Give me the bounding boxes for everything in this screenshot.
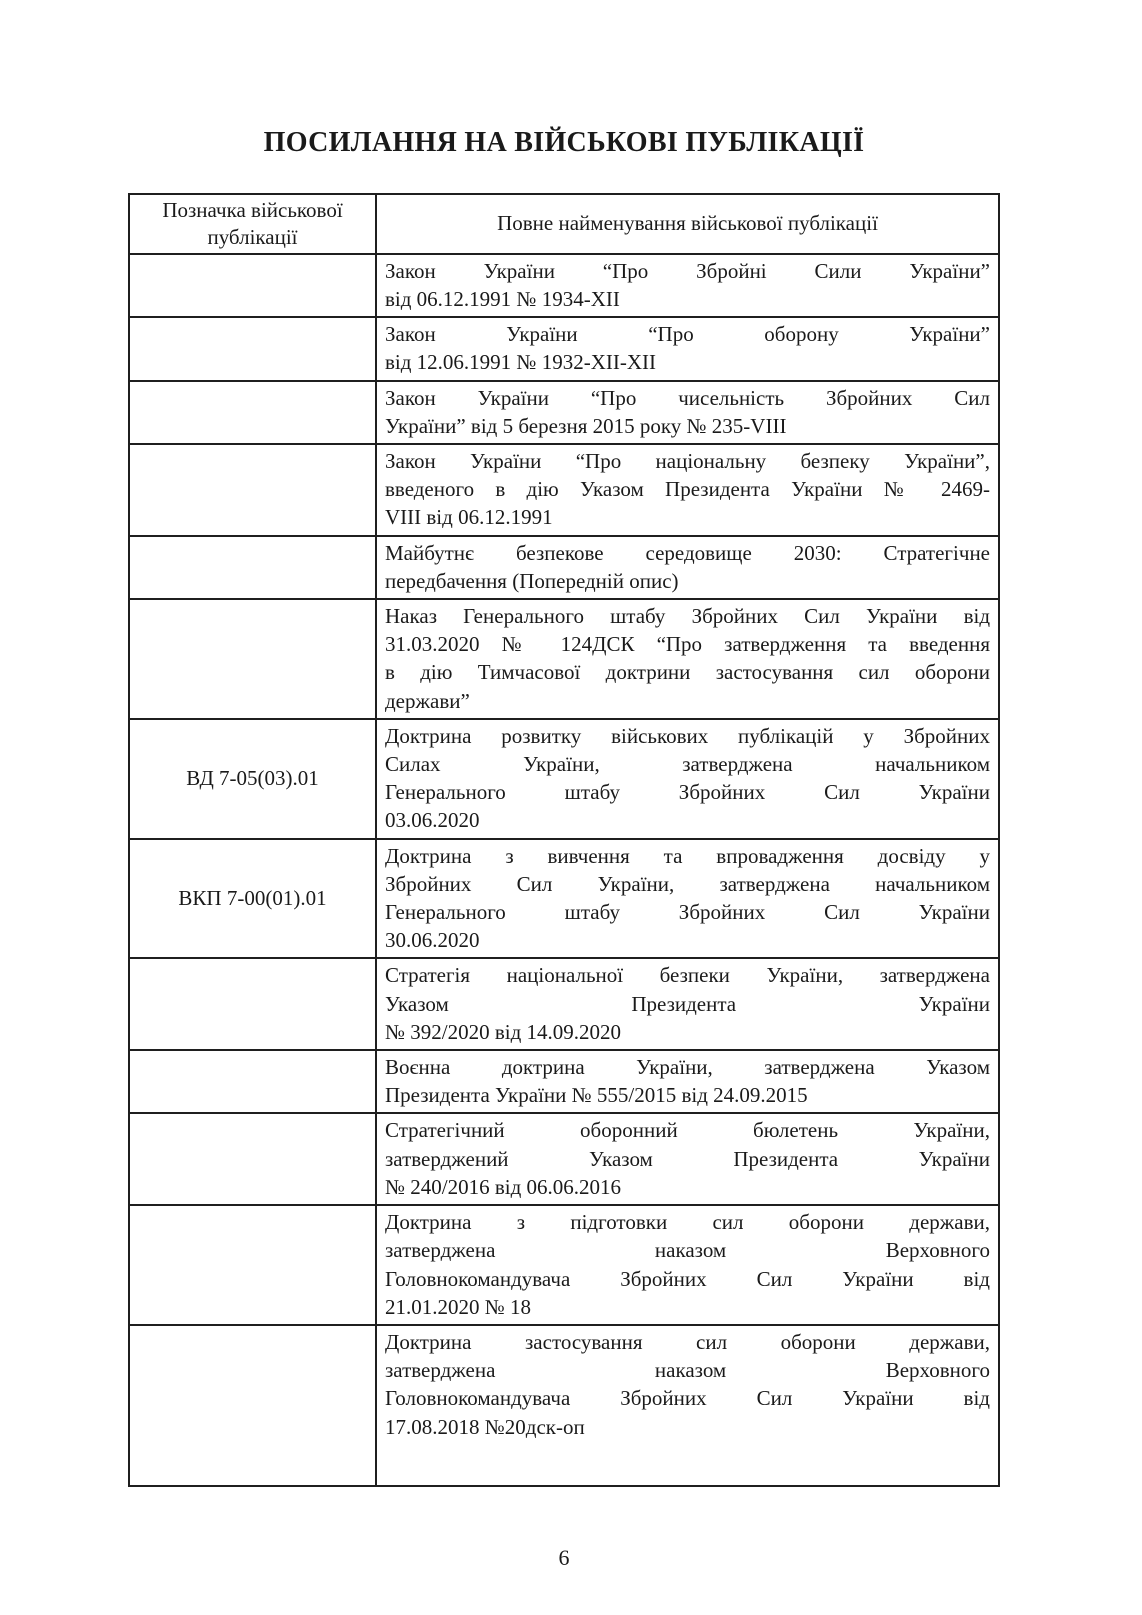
- publication-line: держави”: [385, 688, 470, 713]
- publication-line: Стратегічний оборонний бюлетень України,: [385, 1118, 990, 1143]
- header-row: [129, 194, 999, 254]
- table-row: [129, 1325, 999, 1486]
- designation-cell: ВКП 7-00(01).01: [129, 839, 376, 959]
- page-title: ПОСИЛАННЯ НА ВІЙСЬКОВІ ПУБЛІКАЦІЇ: [263, 127, 865, 158]
- table-row: [129, 1113, 999, 1205]
- publication-line: 03.06.2020: [385, 808, 480, 833]
- publication-line: Закон України “Про оборону України”: [385, 322, 990, 347]
- designation-cell: [129, 536, 376, 599]
- publication-line: 21.01.2020 № 18: [385, 1294, 532, 1319]
- table-row: [129, 1205, 999, 1325]
- publication-line: від 06.12.1991 № 1934-XII: [385, 287, 620, 311]
- publication-line: Майбутнє безпекове середовище 2030: Стратегічне: [385, 540, 990, 565]
- publication-line: передбачення (Попередній опис): [385, 568, 679, 593]
- publication-name-cell: [376, 1205, 999, 1325]
- designation-cell: [129, 317, 376, 380]
- table-row: [129, 599, 999, 719]
- publication-line: Збройних Сил України, затверджена начальником: [385, 871, 990, 896]
- publications-table-header: [129, 194, 999, 254]
- designation-cell: [129, 254, 376, 317]
- publication-line: Стратегія національної безпеки України, затверджена: [385, 963, 990, 988]
- publication-line: затверджена наказом Верховного: [385, 1358, 990, 1383]
- designation-cell: [129, 381, 376, 444]
- publication-line: Доктрина з підготовки сил оборони держави,: [385, 1210, 990, 1235]
- publication-line: № 240/2016 від 06.06.2016: [385, 1174, 622, 1199]
- table-row: [129, 444, 999, 536]
- publication-name-cell: [376, 1050, 999, 1113]
- publication-name-cell: [376, 1113, 999, 1205]
- designation-cell: [129, 1050, 376, 1113]
- publication-line: Закон України “Про Збройні Сили України”: [385, 258, 990, 283]
- publication-name-cell: [376, 839, 999, 959]
- designation-cell: [129, 958, 376, 1050]
- designation-cell: [129, 444, 376, 536]
- publication-line: введеного в дію Указом Президента України № 2469-: [385, 477, 990, 502]
- page-number: 6: [558, 1544, 570, 1570]
- publication-name-cell: [376, 444, 999, 536]
- table-row: [129, 381, 999, 444]
- publication-line: затверджена наказом Верховного: [385, 1238, 990, 1263]
- designation-cell: [129, 1325, 376, 1486]
- designation-cell: ВД 7-05(03).01: [129, 719, 376, 839]
- designation-cell: [129, 1113, 376, 1205]
- publications-table: [128, 193, 1000, 1487]
- publication-name-cell: [376, 719, 999, 839]
- publication-name-cell: [376, 1325, 999, 1486]
- publication-line: Указом Президента України: [385, 991, 990, 1016]
- publication-name-cell: [376, 254, 999, 317]
- publication-line: 30.06.2020: [385, 928, 480, 953]
- publication-line: Головнокомандувача Збройних Сил України від: [385, 1386, 990, 1411]
- publication-line: № 392/2020 від 14.09.2020: [385, 1019, 622, 1044]
- publication-line: Генерального штабу Збройних Сил України: [385, 900, 990, 925]
- designation-cell: [129, 1205, 376, 1325]
- table-row: [129, 536, 999, 599]
- table-row: [129, 958, 999, 1050]
- publication-line: України” від 5 березня 2015 року № 235-VIII: [385, 413, 787, 438]
- publication-line: Воєнна доктрина України, затверджена Указом: [385, 1055, 990, 1080]
- publication-line: Генерального штабу Збройних Сил України: [385, 780, 990, 805]
- column-header-full-name: Повне найменування військової публікації: [376, 194, 999, 254]
- table-row: [129, 1050, 999, 1113]
- publication-line: в дію Тимчасової доктрини застосування сил оборони: [385, 660, 990, 685]
- publications-table-body: [129, 254, 999, 1486]
- document-page: [128, 0, 1000, 1571]
- publication-name-cell: [376, 536, 999, 599]
- table-row: [129, 839, 999, 959]
- publication-line: Головнокомандувача Збройних Сил України від: [385, 1266, 990, 1291]
- publication-line: від 12.06.1991 № 1932-XII-XII: [385, 350, 657, 375]
- table-row: [129, 254, 999, 317]
- table-row: [129, 719, 999, 839]
- publication-line: Доктрина розвитку військових публікацій у Збройних: [385, 723, 990, 748]
- table-row: [129, 317, 999, 380]
- publication-name-cell: [376, 381, 999, 444]
- designation-cell: [129, 599, 376, 719]
- publication-line: Закон України “Про національну безпеку України”,: [385, 449, 990, 474]
- publication-line: Закон України “Про чисельність Збройних Сил: [385, 385, 990, 410]
- publication-line: Силах України, затверджена начальником: [385, 752, 990, 777]
- publication-line: Доктрина застосування сил оборони держави,: [385, 1329, 990, 1354]
- publication-line: 17.08.2018 №20дск-оп: [385, 1414, 585, 1439]
- publication-line: Доктрина з вивчення та впровадження досвіду у: [385, 843, 990, 868]
- publication-name-cell: [376, 958, 999, 1050]
- publication-line: Президента України № 555/2015 від 24.09.2015: [385, 1083, 808, 1108]
- publication-name-cell: [376, 317, 999, 380]
- publication-line: VIII від 06.12.1991: [385, 505, 553, 530]
- publication-line: затверджений Указом Президента України: [385, 1146, 990, 1171]
- column-header-designation: Позначка військової публікації: [129, 194, 376, 254]
- publication-line: Наказ Генерального штабу Збройних Сил України від: [385, 604, 990, 629]
- publication-line: 31.03.2020 № 124ДСК “Про затвердження та введення: [385, 632, 990, 657]
- publication-name-cell: [376, 599, 999, 719]
